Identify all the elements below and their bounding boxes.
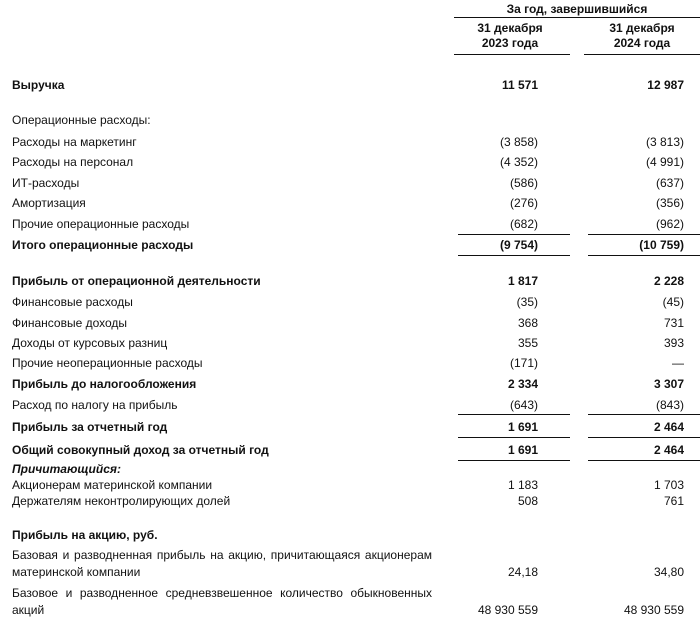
value-2023: (9 754) <box>499 238 538 252</box>
column-header-2023 <box>452 21 568 51</box>
row-marketing <box>0 134 700 151</box>
row-label: Прибыль от операционной деятельности <box>12 274 261 288</box>
row-parent-shareholders <box>0 477 700 494</box>
value-2024: (4 991) <box>645 155 684 169</box>
value-2023: (35) <box>516 295 538 309</box>
value-2024: 731 <box>663 316 684 330</box>
header-rule-col2 <box>584 54 700 55</box>
row-label: Прибыль за отчетный год <box>12 420 168 434</box>
row-shares <box>0 585 700 619</box>
value-2023: 508 <box>517 494 538 508</box>
row-total-opex <box>0 237 700 254</box>
row-label: Доходы от курсовых разниц <box>12 336 168 350</box>
column-header-2024 <box>584 21 700 51</box>
column-header-2023-line2: 2023 года <box>481 36 539 50</box>
value-2023: 1 691 <box>507 443 538 457</box>
value-2023: 11 571 <box>501 78 538 92</box>
subtotal-rule-col1 <box>458 234 570 235</box>
total-rule-col2 <box>588 255 700 256</box>
value-2023: (171) <box>509 356 538 370</box>
row-total-comprehensive <box>0 442 700 459</box>
row-label: Амортизация <box>12 196 86 210</box>
value-2023: 24,18 <box>507 565 538 579</box>
value-2023: (586) <box>509 176 538 190</box>
value-2023: 48 930 559 <box>477 603 538 617</box>
row-label: Базовое и разводненное средневзвешенное количество обыкновенных акций <box>12 586 432 617</box>
value-2023: 2 334 <box>507 377 538 391</box>
row-income-tax <box>0 397 700 414</box>
value-2024: 761 <box>663 494 684 508</box>
value-2024: 1 703 <box>653 478 684 492</box>
row-other-opex <box>0 216 700 233</box>
row-operating-profit <box>0 273 700 290</box>
row-eps <box>0 547 700 581</box>
row-label: Прочие операционные расходы <box>12 217 190 231</box>
value-2023: 368 <box>517 316 538 330</box>
column-header-2023-line1: 31 декабря <box>477 21 543 35</box>
value-2023: (682) <box>509 217 538 231</box>
row-label: Базовая и разводненная прибыль на акцию, причитающаяся акционерам материнской компании <box>12 548 432 579</box>
value-2024: 12 987 <box>647 78 684 92</box>
value-2023: (4 352) <box>499 155 538 169</box>
row-label: ИТ-расходы <box>12 176 80 190</box>
subtotal-rule-col1 <box>458 414 570 415</box>
value-2023: 355 <box>517 336 538 350</box>
subtotal-rule-col2 <box>588 234 700 235</box>
value-2024: (10 759) <box>639 238 684 252</box>
row-opex-header <box>0 112 700 129</box>
row-staff <box>0 154 700 171</box>
value-2023: (643) <box>509 398 538 412</box>
row-other-nonop <box>0 355 700 372</box>
column-header-2024-line1: 31 декабря <box>609 21 675 35</box>
value-2023: 1 183 <box>507 478 538 492</box>
row-eps-header <box>0 527 700 544</box>
value-2024: 48 930 559 <box>623 603 684 617</box>
row-depreciation <box>0 195 700 212</box>
row-label: Прибыль до налогообложения <box>12 377 197 391</box>
subtotal-rule-col2 <box>588 414 700 415</box>
period-header: За год, завершившийся <box>506 2 648 16</box>
value-2024: 2 464 <box>653 420 684 434</box>
total-rule-col1 <box>458 255 570 256</box>
row-label: Операционные расходы: <box>12 113 151 127</box>
row-label: Выручка <box>12 78 65 92</box>
row-revenue <box>0 77 700 94</box>
total-rule-col1 <box>458 437 570 438</box>
row-label: Итого операционные расходы <box>12 238 194 252</box>
row-label: Акционерам материнской компании <box>12 478 213 492</box>
value-2024: 34,80 <box>653 565 684 579</box>
row-label: Финансовые расходы <box>12 295 133 309</box>
row-label: Расход по налогу на прибыль <box>12 398 178 412</box>
row-label: Держателям неконтролирующих долей <box>12 494 231 508</box>
value-2023: 1 691 <box>507 420 538 434</box>
value-2024: — <box>672 356 684 370</box>
header-rule-col1 <box>454 54 570 55</box>
row-attributable-header <box>0 461 700 478</box>
row-fin-income <box>0 315 700 332</box>
value-2023: (3 858) <box>499 135 538 149</box>
total-rule-col2 <box>588 437 700 438</box>
value-2024: 3 307 <box>653 377 684 391</box>
value-2024: (843) <box>655 398 684 412</box>
value-2024: (3 813) <box>645 135 684 149</box>
row-fin-expenses <box>0 294 700 311</box>
value-2024: (962) <box>655 217 684 231</box>
row-label: Причитающийся: <box>12 462 121 476</box>
row-label: Общий совокупный доход за отчетный год <box>12 443 269 457</box>
column-header-2024-line2: 2024 года <box>613 36 671 50</box>
row-fx-gains <box>0 335 700 352</box>
row-net-profit <box>0 419 700 436</box>
value-2024: (637) <box>655 176 684 190</box>
row-it <box>0 175 700 192</box>
value-2024: (356) <box>655 196 684 210</box>
row-label: Расходы на маркетинг <box>12 135 137 149</box>
row-nci <box>0 493 700 510</box>
row-label: Прибыль на акцию, руб. <box>12 528 158 542</box>
value-2023: 1 817 <box>507 274 538 288</box>
value-2024: (45) <box>662 295 684 309</box>
row-label: Финансовые доходы <box>12 316 128 330</box>
value-2024: 2 228 <box>653 274 684 288</box>
row-label: Расходы на персонал <box>12 155 134 169</box>
row-label: Прочие неоперационные расходы <box>12 356 203 370</box>
value-2023: (276) <box>509 196 538 210</box>
row-pretax-profit <box>0 376 700 393</box>
value-2024: 2 464 <box>653 443 684 457</box>
value-2024: 393 <box>663 336 684 350</box>
header-rule <box>454 17 700 18</box>
